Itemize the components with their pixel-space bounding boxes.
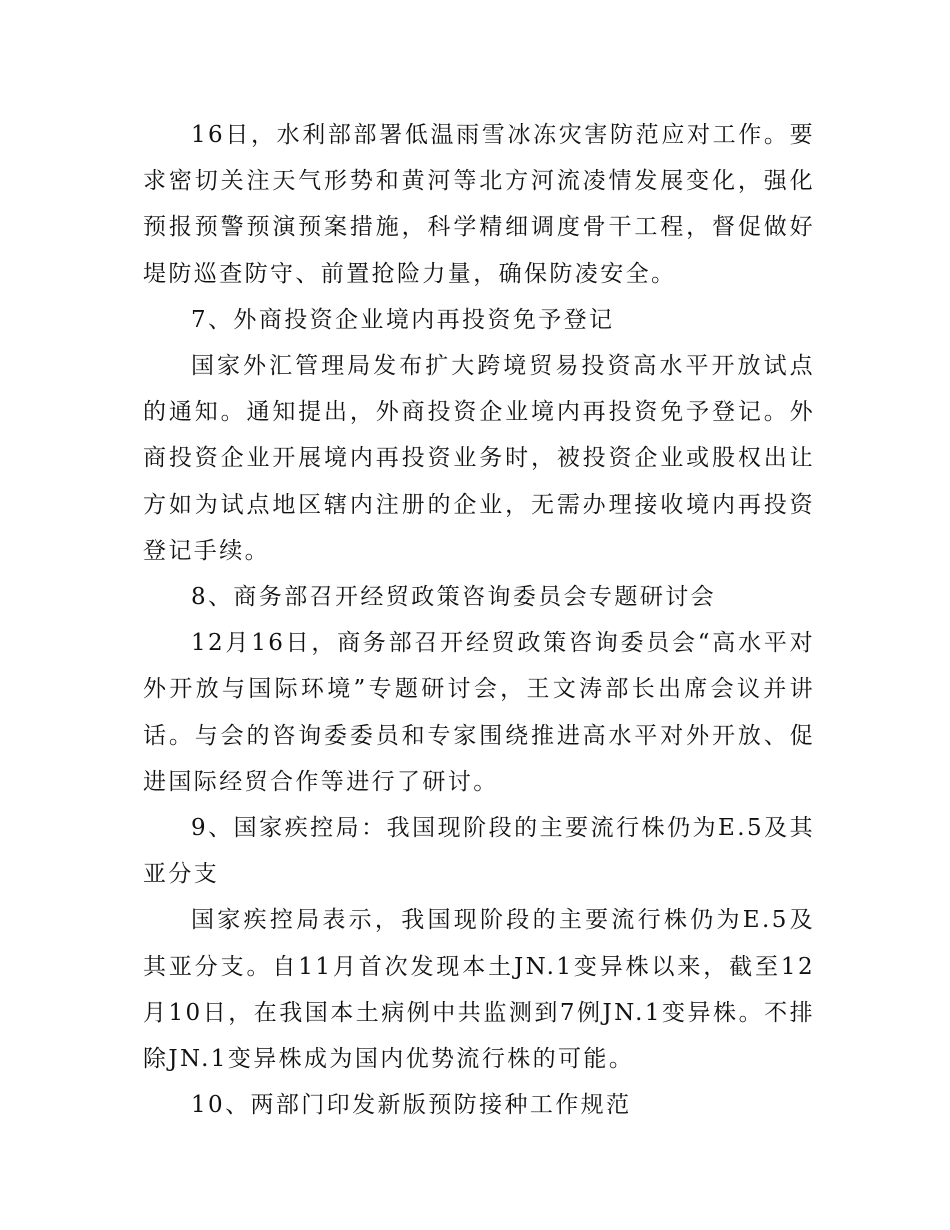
document-body bbox=[143, 112, 815, 1128]
paragraph-commerce-ministry: 12月16日，商务部召开经贸政策咨询委员会“高水平对外开放与国际环境”专题研讨会，王文涛部长出席会议并讲话。与会的咨询委委员和专家围绕推进高水平对外开放、促进国际经贸合作等进行了研讨。 bbox=[143, 630, 815, 795]
heading-item-7: 7、外商投资企业境内再投资免予登记 bbox=[191, 306, 615, 333]
heading-item-8: 8、商务部召开经贸政策咨询委员会专题研讨会 bbox=[191, 584, 717, 611]
paragraph-water-ministry: 16日，水利部部署低温雨雪冰冻灾害防范应对工作。要求密切关注天气形势和黄河等北方河流凌情发展变化，强化预报预警预演预案措施，科学精细调度骨干工程，督促做好堤防巡查防守、前置抢险力量，确保防凌安全。 bbox=[143, 122, 815, 287]
heading-item-9: 9、国家疾控局：我国现阶段的主要流行株仍为E.5及其亚分支 bbox=[143, 815, 815, 888]
paragraph-forex-bureau: 国家外汇管理局发布扩大跨境贸易投资高水平开放试点的通知。通知提出，外商投资企业境内再投资免予登记。外商投资企业开展境内再投资业务时，被投资企业或股权出让方如为试点地区辖内注册的企业，无需办理接收境内再投资登记手续。 bbox=[143, 353, 815, 564]
heading-item-10: 10、两部门印发新版预防接种工作规范 bbox=[191, 1092, 632, 1119]
paragraph-disease-control: 国家疾控局表示，我国现阶段的主要流行株仍为E.5及其亚分支。自11月首次发现本土JN.1变异株以来，截至12月10日，在我国本土病例中共监测到7例JN.1变异株。不排除JN.1变异株成为国内优势流行株的可能。 bbox=[143, 907, 815, 1073]
